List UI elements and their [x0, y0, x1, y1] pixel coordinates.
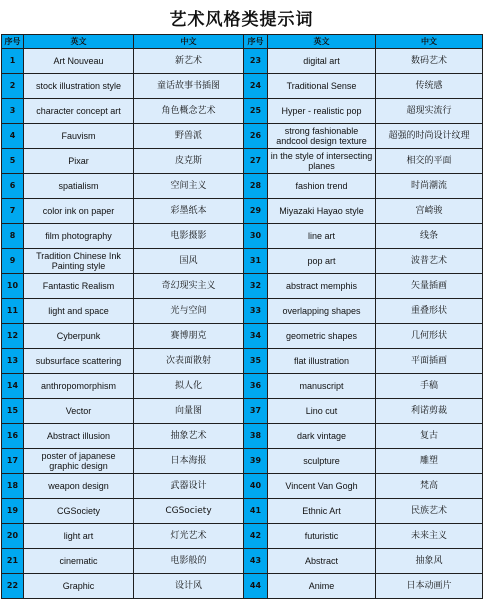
chinese-term: 空间主义 [134, 174, 244, 199]
english-term: Vincent Van Gogh [268, 474, 376, 499]
header-chinese-right: 中文 [376, 35, 483, 49]
header-chinese-left: 中文 [134, 35, 244, 49]
chinese-term: 线条 [376, 224, 483, 249]
row-index: 44 [244, 574, 268, 599]
table-row [2, 574, 483, 599]
row-index: 20 [2, 524, 24, 549]
chinese-term: 超强的时尚设计纹理 [376, 124, 483, 149]
row-index: 29 [244, 199, 268, 224]
english-term: Abstract illusion [24, 424, 134, 449]
english-term: Traditional Sense [268, 74, 376, 99]
table-row [2, 99, 483, 124]
row-index: 16 [2, 424, 24, 449]
table-row [2, 299, 483, 324]
row-index: 13 [2, 349, 24, 374]
chinese-term: 时尚潮流 [376, 174, 483, 199]
table-header-row [2, 35, 483, 49]
english-term: pop art [268, 249, 376, 274]
english-term: fashion trend [268, 174, 376, 199]
chinese-term: 向量图 [134, 399, 244, 424]
english-term: subsurface scattering [24, 349, 134, 374]
row-index: 40 [244, 474, 268, 499]
chinese-term: 设计风 [134, 574, 244, 599]
english-term: futuristic [268, 524, 376, 549]
row-index: 23 [244, 49, 268, 74]
row-index: 9 [2, 249, 24, 274]
header-index-left: 序号 [2, 35, 24, 49]
chinese-term: 日本动画片 [376, 574, 483, 599]
english-term: light and space [24, 299, 134, 324]
table-row [2, 424, 483, 449]
english-term: strong fashionable andcool design texture [268, 124, 376, 149]
prompt-table [1, 34, 483, 599]
row-index: 39 [244, 449, 268, 474]
chinese-term: 彩墨纸本 [134, 199, 244, 224]
page-title: 艺术风格类提示词 [169, 9, 314, 30]
table-row [2, 199, 483, 224]
table-row [2, 274, 483, 299]
chinese-term: 国风 [134, 249, 244, 274]
english-term: Fauvism [24, 124, 134, 149]
english-term: overlapping shapes [268, 299, 376, 324]
chinese-term: 平面插画 [376, 349, 483, 374]
row-index: 11 [2, 299, 24, 324]
row-index: 37 [244, 399, 268, 424]
english-term: weapon design [24, 474, 134, 499]
table-row [2, 449, 483, 474]
table-row [2, 374, 483, 399]
english-term: Tradition Chinese Ink Painting style [24, 249, 134, 274]
chinese-term: 矢量插画 [376, 274, 483, 299]
chinese-term: 未来主义 [376, 524, 483, 549]
row-index: 36 [244, 374, 268, 399]
row-index: 3 [2, 99, 24, 124]
header-index-right: 序号 [244, 35, 268, 49]
chinese-term: 利诺剪裁 [376, 399, 483, 424]
english-term: light art [24, 524, 134, 549]
row-index: 19 [2, 499, 24, 524]
chinese-term: 皮克斯 [134, 149, 244, 174]
row-index: 7 [2, 199, 24, 224]
chinese-term: 相交的平面 [376, 149, 483, 174]
row-index: 17 [2, 449, 24, 474]
chinese-term: 童话故事书插图 [134, 74, 244, 99]
row-index: 21 [2, 549, 24, 574]
table-row [2, 499, 483, 524]
row-index: 8 [2, 224, 24, 249]
row-index: 18 [2, 474, 24, 499]
english-term: spatialism [24, 174, 134, 199]
row-index: 1 [2, 49, 24, 74]
english-term: digital art [268, 49, 376, 74]
table-row [2, 249, 483, 274]
table-row [2, 324, 483, 349]
chinese-term: 波普艺术 [376, 249, 483, 274]
chinese-term: 灯光艺术 [134, 524, 244, 549]
row-index: 31 [244, 249, 268, 274]
english-term: flat illustration [268, 349, 376, 374]
english-term: Pixar [24, 149, 134, 174]
english-term: line art [268, 224, 376, 249]
chinese-term: 新艺术 [134, 49, 244, 74]
chinese-term: 数码艺术 [376, 49, 483, 74]
header-english-left: 英文 [24, 35, 134, 49]
english-term: manuscript [268, 374, 376, 399]
row-index: 22 [2, 574, 24, 599]
english-term: Lino cut [268, 399, 376, 424]
chinese-term: 超现实流行 [376, 99, 483, 124]
english-term: in the style of intersecting planes [268, 149, 376, 174]
english-term: character concept art [24, 99, 134, 124]
chinese-term: 日本海报 [134, 449, 244, 474]
chinese-term: 奇幻现实主义 [134, 274, 244, 299]
row-index: 10 [2, 274, 24, 299]
chinese-term: 民族艺术 [376, 499, 483, 524]
table-row [2, 224, 483, 249]
chinese-term: CGSociety [134, 499, 244, 524]
chinese-term: 宫崎骏 [376, 199, 483, 224]
chinese-term: 野兽派 [134, 124, 244, 149]
chinese-term: 赛博朋克 [134, 324, 244, 349]
chinese-term: 雕塑 [376, 449, 483, 474]
chinese-term: 次表面散射 [134, 349, 244, 374]
english-term: stock illustration style [24, 74, 134, 99]
english-term: color ink on paper [24, 199, 134, 224]
table-row [2, 124, 483, 149]
english-term: dark vintage [268, 424, 376, 449]
row-index: 4 [2, 124, 24, 149]
english-term: Vector [24, 399, 134, 424]
chinese-term: 几何形状 [376, 324, 483, 349]
table-row [2, 549, 483, 574]
chinese-term: 手稿 [376, 374, 483, 399]
chinese-term: 电影般的 [134, 549, 244, 574]
chinese-term: 光与空间 [134, 299, 244, 324]
english-term: Miyazaki Hayao style [268, 199, 376, 224]
english-term: abstract memphis [268, 274, 376, 299]
chinese-term: 传统感 [376, 74, 483, 99]
chinese-term: 抽象风 [376, 549, 483, 574]
row-index: 27 [244, 149, 268, 174]
table-row [2, 474, 483, 499]
english-term: geometric shapes [268, 324, 376, 349]
chinese-term: 拟人化 [134, 374, 244, 399]
row-index: 24 [244, 74, 268, 99]
table-row [2, 524, 483, 549]
row-index: 5 [2, 149, 24, 174]
table-row [2, 349, 483, 374]
english-term: poster of japanese graphic design [24, 449, 134, 474]
table-row [2, 74, 483, 99]
row-index: 41 [244, 499, 268, 524]
row-index: 25 [244, 99, 268, 124]
row-index: 32 [244, 274, 268, 299]
table-row [2, 399, 483, 424]
english-term: Cyberpunk [24, 324, 134, 349]
english-term: Fantastic Realism [24, 274, 134, 299]
row-index: 15 [2, 399, 24, 424]
english-term: film photography [24, 224, 134, 249]
table-row [2, 174, 483, 199]
row-index: 43 [244, 549, 268, 574]
chinese-term: 角色概念艺术 [134, 99, 244, 124]
row-index: 2 [2, 74, 24, 99]
english-term: Art Nouveau [24, 49, 134, 74]
row-index: 34 [244, 324, 268, 349]
english-term: cinematic [24, 549, 134, 574]
table-row [2, 149, 483, 174]
row-index: 42 [244, 524, 268, 549]
english-term: sculpture [268, 449, 376, 474]
english-term: Abstract [268, 549, 376, 574]
row-index: 30 [244, 224, 268, 249]
row-index: 33 [244, 299, 268, 324]
table-row [2, 49, 483, 74]
row-index: 12 [2, 324, 24, 349]
row-index: 28 [244, 174, 268, 199]
english-term: Hyper - realistic pop [268, 99, 376, 124]
header-english-right: 英文 [268, 35, 376, 49]
chinese-term: 抽象艺术 [134, 424, 244, 449]
row-index: 38 [244, 424, 268, 449]
english-term: anthropomorphism [24, 374, 134, 399]
row-index: 14 [2, 374, 24, 399]
row-index: 35 [244, 349, 268, 374]
english-term: Graphic [24, 574, 134, 599]
chinese-term: 梵高 [376, 474, 483, 499]
english-term: Ethnic Art [268, 499, 376, 524]
row-index: 6 [2, 174, 24, 199]
english-term: CGSociety [24, 499, 134, 524]
english-term: Anime [268, 574, 376, 599]
chinese-term: 复古 [376, 424, 483, 449]
chinese-term: 电影摄影 [134, 224, 244, 249]
chinese-term: 武器设计 [134, 474, 244, 499]
row-index: 26 [244, 124, 268, 149]
chinese-term: 重叠形状 [376, 299, 483, 324]
